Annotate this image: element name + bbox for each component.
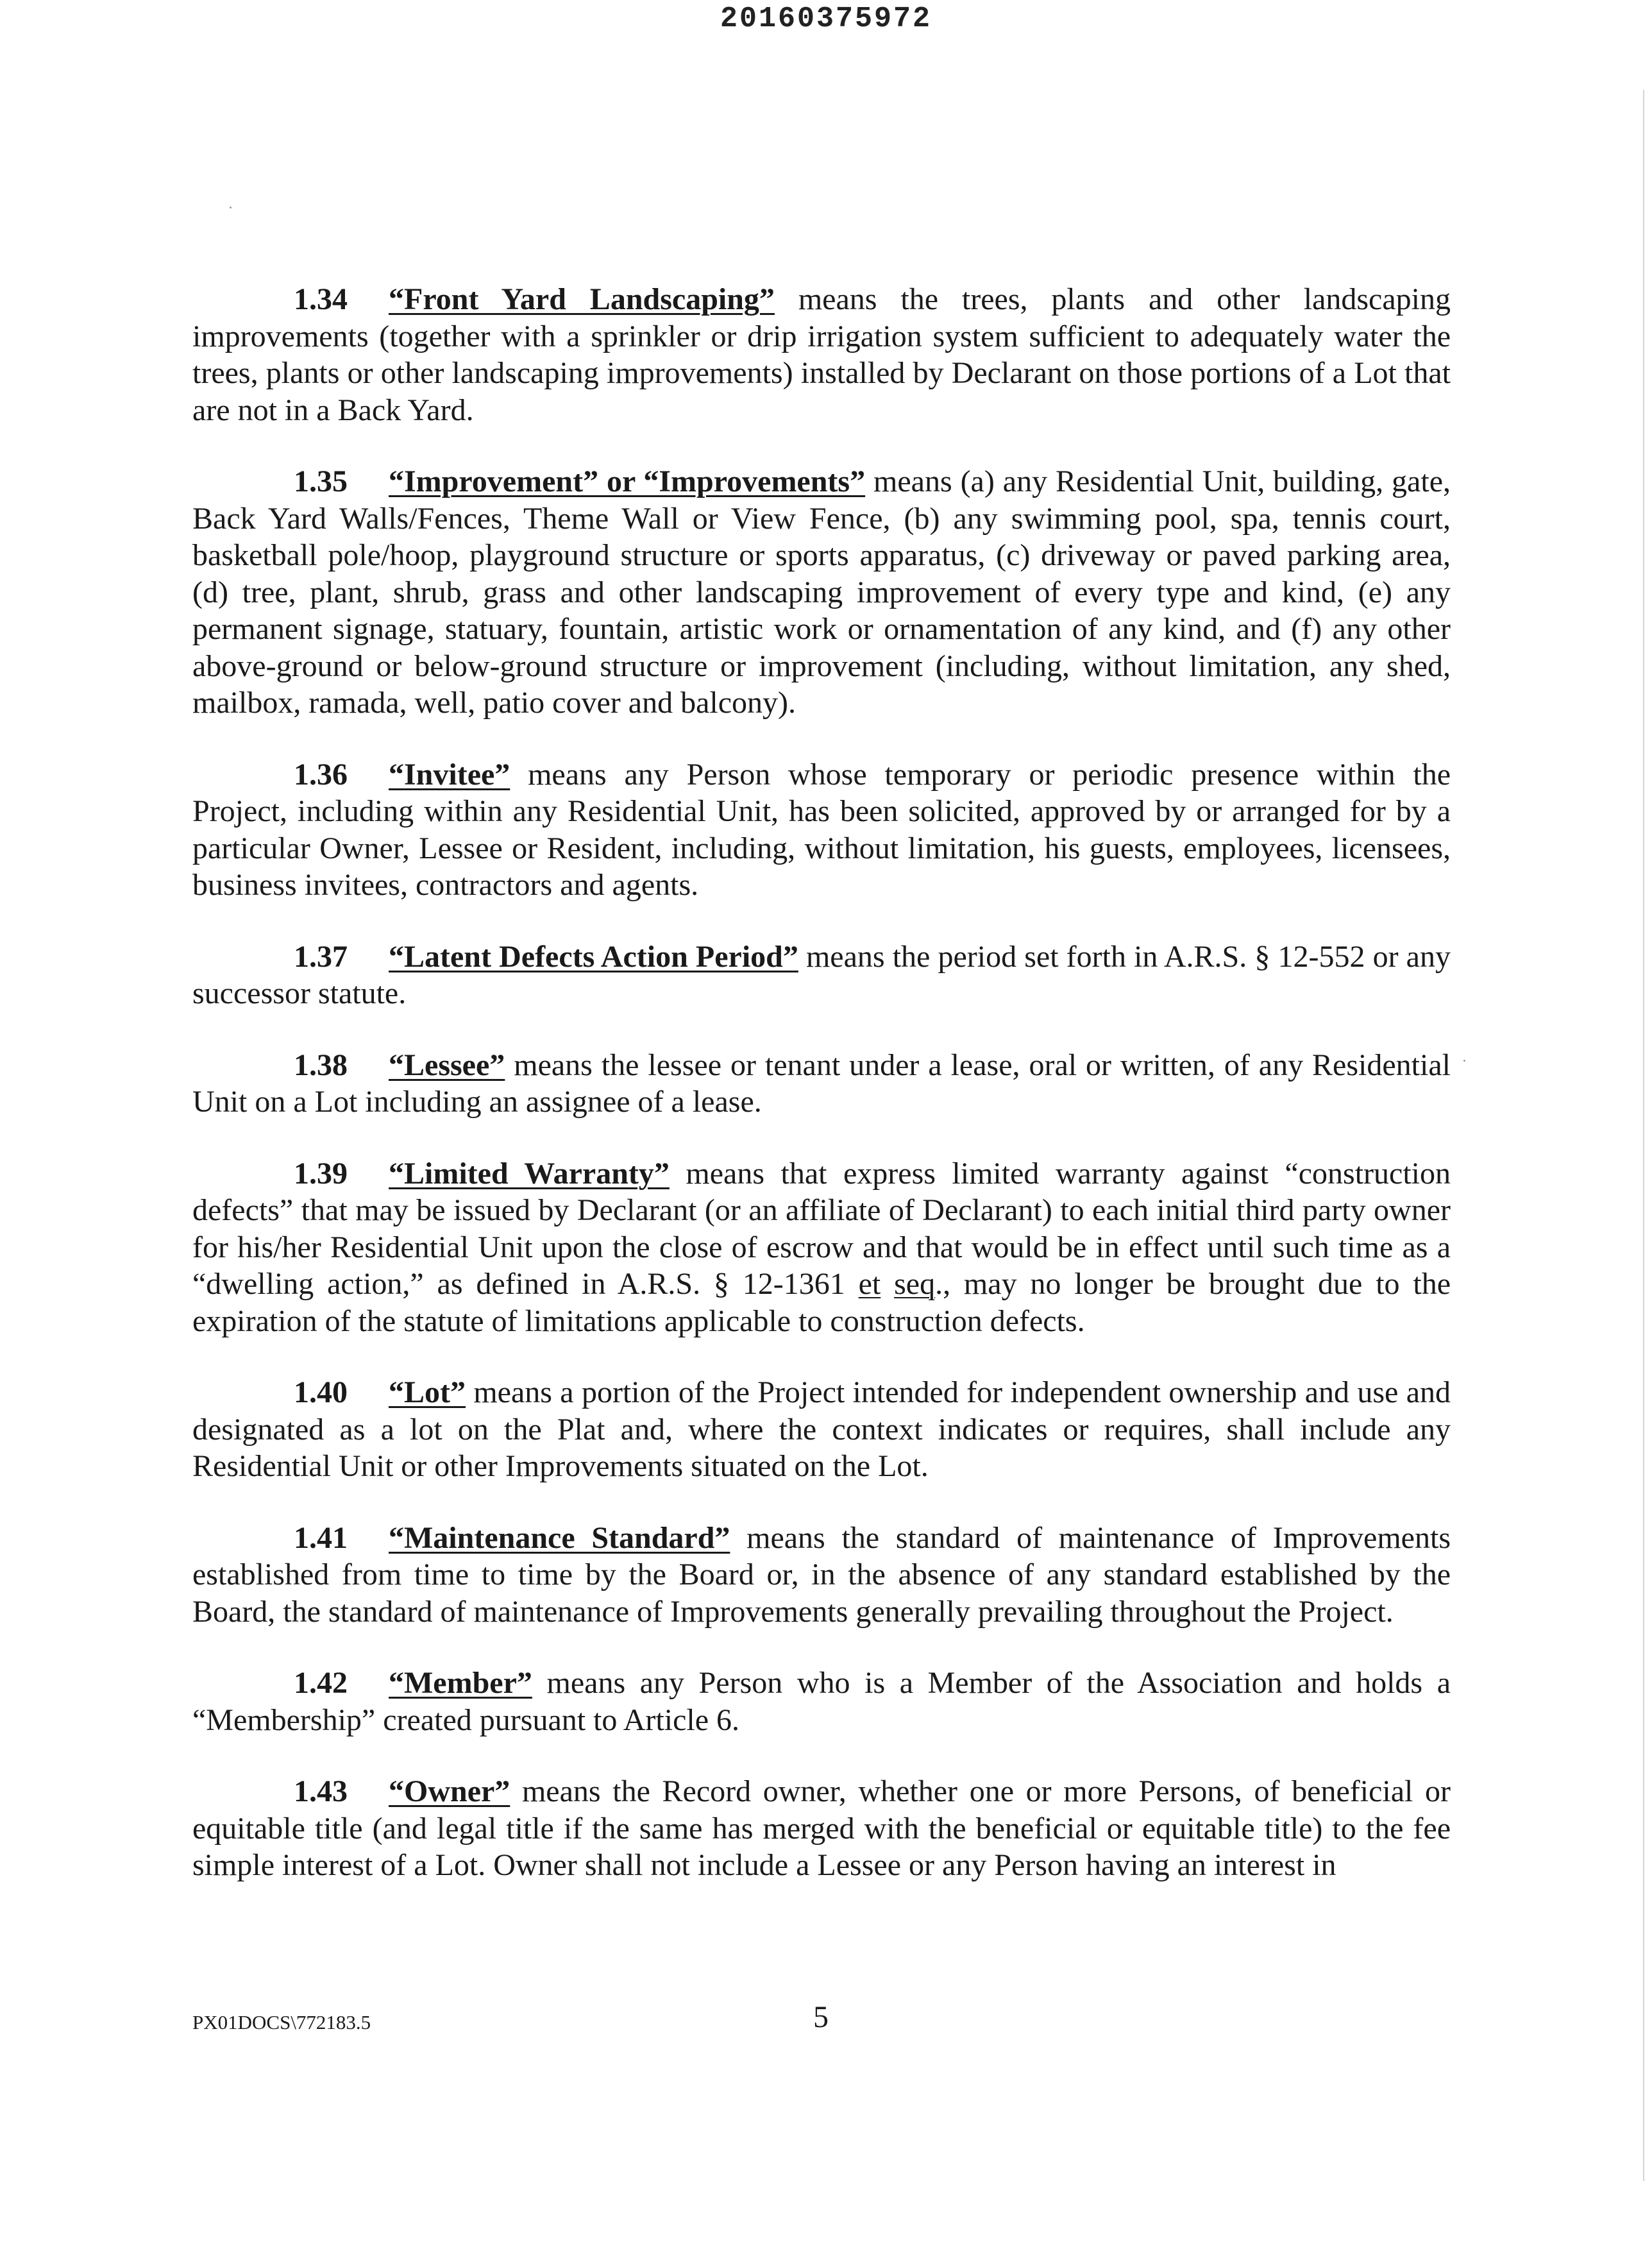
defined-term: “Owner”	[389, 1774, 510, 1808]
defined-term: “Maintenance Standard”	[389, 1520, 730, 1555]
definition-1-34	[192, 281, 1451, 429]
definition-text: means a portion of the Project intended for independent ownership and use and designated as a lot on the Plat and, where the context indicates or requires, shall include any Residential Unit or other Improvements situated on the Lot.	[192, 1375, 1451, 1483]
defined-term: “Latent Defects Action Period”	[389, 939, 798, 974]
definition-text: means the standard of maintenance of Improvements established from time to time by the Board or, in the absence of any standard established by the Board, the standard of maintenance of Improvements generally prevailing throughout the Project.	[192, 1520, 1451, 1629]
definition-text: means the lessee or tenant under a lease, oral or written, of any Residential Unit on a Lot including an assignee of a lease.	[192, 1048, 1451, 1119]
section-number: 1.42	[294, 1666, 348, 1700]
definition-text: means that express limited warranty against “construction defects” that may be issued by Declarant (or an affiliate of Declarant) to each initial third party owner for his/her Residential Unit upon the close of escrow and that would be in effect until such time as a “dwelling action,” as defined in A.R.S. § 12-1361	[192, 1156, 1451, 1301]
defined-term: “Invitee”	[389, 757, 510, 792]
definition-text: means (a) any Residential Unit, building, gate, Back Yard Walls/Fences, Theme Wall or View Fence, (b) any swimming pool, spa, tennis court, basketball pole/hoop, playground structure or sports apparatus, (c) driveway or paved parking area, (d) tree, plant, shrub, grass and other landscaping improvement of every type and kind, (e) any permanent signage, statuary, fountain, artistic work or ornamentation of any kind, and (f) any other above-ground or below-ground structure or improvement (including, without limitation, any shed, mailbox, ramada, well, patio cover and balcony).	[192, 464, 1451, 720]
recording-number: 20160375972	[720, 3, 932, 35]
definition-text: means the period set forth in A.R.S. § 12-552 or any successor statute.	[192, 939, 1451, 1010]
section-number: 1.41	[294, 1520, 348, 1555]
definition-1-36	[192, 756, 1451, 904]
definition-1-42	[192, 1665, 1451, 1738]
defined-term: “Improvement” or “Improvements”	[389, 464, 866, 498]
definition-text: means any Person whose temporary or periodic presence within the Project, including within any Residential Unit, has been solicited, approved by or arranged for by a particular Owner, Lessee or Resident, including, without limitation, his guests, employees, licensees, business invitees, contractors and agents.	[192, 757, 1451, 902]
section-number: 1.40	[294, 1375, 348, 1409]
definition-text: means the trees, plants and other landscaping improvements (together with a sprinkler or drip irrigation system sufficient to adequately water the trees, plants or other landscaping improvements) installed by Declarant on those portions of a Lot that are not in a Back Yard.	[192, 282, 1451, 427]
definition-1-38	[192, 1047, 1451, 1121]
citation-space	[881, 1267, 894, 1301]
definition-1-35	[192, 463, 1451, 722]
definition-text: means any Person who is a Member of the Association and holds a “Membership” created pursuant to Article 6.	[192, 1666, 1451, 1737]
latin-citation-et: et	[858, 1267, 881, 1301]
latin-citation-seq: seq	[894, 1267, 936, 1301]
definitions-section	[192, 281, 1451, 1919]
defined-term: “Lessee”	[389, 1048, 505, 1082]
section-number: 1.36	[294, 757, 348, 792]
scan-margin-line	[1643, 90, 1644, 2181]
definition-1-39	[192, 1155, 1451, 1340]
section-number: 1.34	[294, 282, 348, 316]
defined-term: “Lot”	[389, 1375, 466, 1409]
definition-1-37	[192, 938, 1451, 1012]
section-number: 1.39	[294, 1156, 348, 1191]
defined-term: “Member”	[389, 1666, 532, 1700]
definition-1-41	[192, 1520, 1451, 1631]
section-number: 1.38	[294, 1048, 348, 1082]
page-number: 5	[813, 2000, 829, 2034]
scan-speck	[1463, 1060, 1465, 1062]
defined-term: “Front Yard Landscaping”	[389, 282, 775, 316]
section-number: 1.37	[294, 939, 348, 974]
definition-text: means the Record owner, whether one or more Persons, of beneficial or equitable title (and legal title if the same has merged with the beneficial or equitable title) to the fee simple interest of a Lot. Owner shall not include a Lessee or any Person having an interest in	[192, 1774, 1451, 1882]
definition-1-43	[192, 1773, 1451, 1884]
footer-document-id: PX01DOCS\772183.5	[192, 2011, 371, 2033]
definition-text-tail: ., may no longer be brought due to the expiration of the statute of limitations applicable to construction defects.	[192, 1267, 1451, 1338]
definition-1-40	[192, 1374, 1451, 1485]
section-number: 1.43	[294, 1774, 348, 1808]
scan-speck	[230, 207, 232, 208]
section-number: 1.35	[294, 464, 348, 498]
defined-term: “Limited Warranty”	[389, 1156, 670, 1191]
